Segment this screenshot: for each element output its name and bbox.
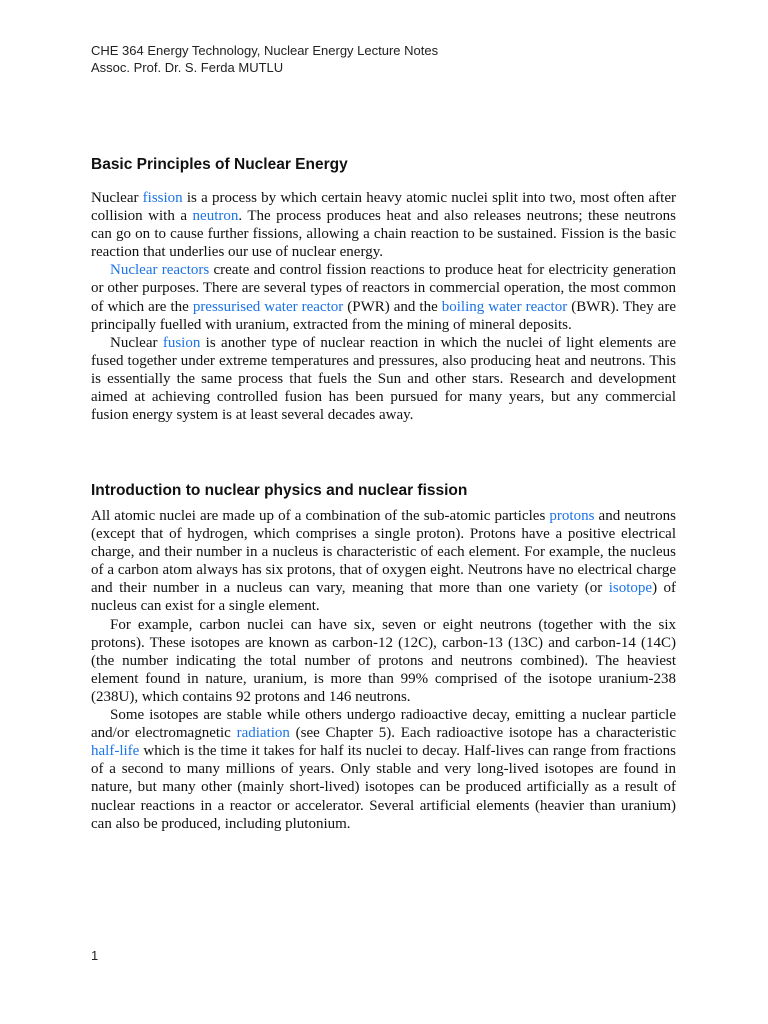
text-span: Some isotopes are stable while others undergo radioactive decay, emitting a nuclear particle and/or electromagnetic <box>91 707 676 742</box>
link-nuclear-reactors[interactable]: Nuclear reactors <box>110 262 210 279</box>
link-boiling-water-reactor[interactable]: boiling water reactor <box>441 298 568 315</box>
text-span: is a process by which certain heavy atomic nuclei split into two, most often after collision with a <box>91 190 676 225</box>
link-half-life[interactable]: half-life <box>91 743 140 760</box>
section-basic-principles-body <box>91 189 676 424</box>
page-header <box>91 42 438 76</box>
paragraph-atomic-nuclei <box>91 507 676 616</box>
text-span: Nuclear <box>91 190 143 206</box>
section-heading-nuclear-physics: Introduction to nuclear physics and nuclear fission <box>91 482 468 499</box>
course-title: CHE 364 Energy Technology, Nuclear Energy Lecture Notes <box>91 43 439 58</box>
paragraph-radioactive-decay <box>91 706 676 833</box>
author-name: Assoc. Prof. Dr. S. Ferda MUTLU <box>91 60 284 75</box>
text-span: . The process produces heat and also releases neutrons; these neutrons can go on to cause further fissions, allowing a chain reaction to be sustained. Fission is the basic reaction that underlies our use of nuclear energy. <box>91 208 676 261</box>
link-pressurised-water-reactor[interactable]: pressurised water reactor <box>192 298 344 315</box>
link-neutron[interactable]: neutron <box>192 208 239 225</box>
text-span: is another type of nuclear reaction in which the nuclei of light elements are fused together under extreme temperatures and pressures, also producing heat and neutrons. This is essentially the same process that fuels the Sun and other stars. Research and development aimed at achieving controlled fusion has been pursued for many years, but any commercial fusion energy system is at least several decades away. <box>91 334 676 424</box>
section-nuclear-physics-body <box>91 507 676 833</box>
section-heading-basic-principles: Basic Principles of Nuclear Energy <box>91 156 348 173</box>
link-fusion[interactable]: fusion <box>162 334 201 351</box>
link-radiation[interactable]: radiation <box>236 725 290 742</box>
link-fission[interactable]: fission <box>142 190 183 206</box>
text-span: (PWR) and the <box>343 298 442 315</box>
text-span: ) of nucleus can exist for a single element. <box>91 580 677 615</box>
text-span: create and control fission reactions to produce heat for electricity generation or other purposes. There are several types of reactors in commercial operation, the most common of which are the <box>91 262 677 315</box>
text-span: and neutrons (except that of hydrogen, which comprises a single proton). Protons have a positive electrical charge, and their number in a nucleus is characteristic of each element. For example, the nucleus of a carbon atom always has six protons, that of oxygen eight. Neutrons have no electrical charge and their number in a nucleus can vary, meaning that more than one variety (or <box>91 508 676 597</box>
text-span: (BWR). They are principally fuelled with uranium, extracted from the mining of mineral deposits. <box>91 298 676 333</box>
text-span: (see Chapter 5). Each radioactive isotope has a characteristic <box>289 725 676 742</box>
paragraph-reactors <box>91 261 676 333</box>
page-number: 1 <box>91 948 99 963</box>
paragraph-carbon-isotopes: For example, carbon nuclei can have six, seven or eight neutrons (together with the six protons). These isotopes are known as carbon-12 (12C), carbon-13 (13C) and carbon-14 (14C) (the number indicating the total number of protons and neutrons combined). The heaviest element found in nature, uranium, is more than 99% comprised of the isotope uranium-238 (238U), which contains 92 protons and 146 neutrons. <box>91 616 676 705</box>
paragraph-fusion <box>91 334 676 424</box>
paragraph-fission <box>91 189 676 261</box>
link-protons[interactable]: protons <box>549 508 595 524</box>
text-span: which is the time it takes for half its nuclei to decay. Half-lives can range from fractions of a second to many millions of years. Only stable and very long-lived isotopes are found in nature, but many other (mainly short-lived) isotopes can be produced artificially as a result of nuclear reactions in a reactor or accelerator. Several artificial elements (heavier than uranium) can also be produced, including plutonium. <box>91 743 676 832</box>
link-isotope[interactable]: isotope <box>608 580 653 597</box>
text-span: Nuclear <box>110 334 163 351</box>
text-span: All atomic nuclei are made up of a combination of the sub-atomic particles <box>91 508 550 524</box>
